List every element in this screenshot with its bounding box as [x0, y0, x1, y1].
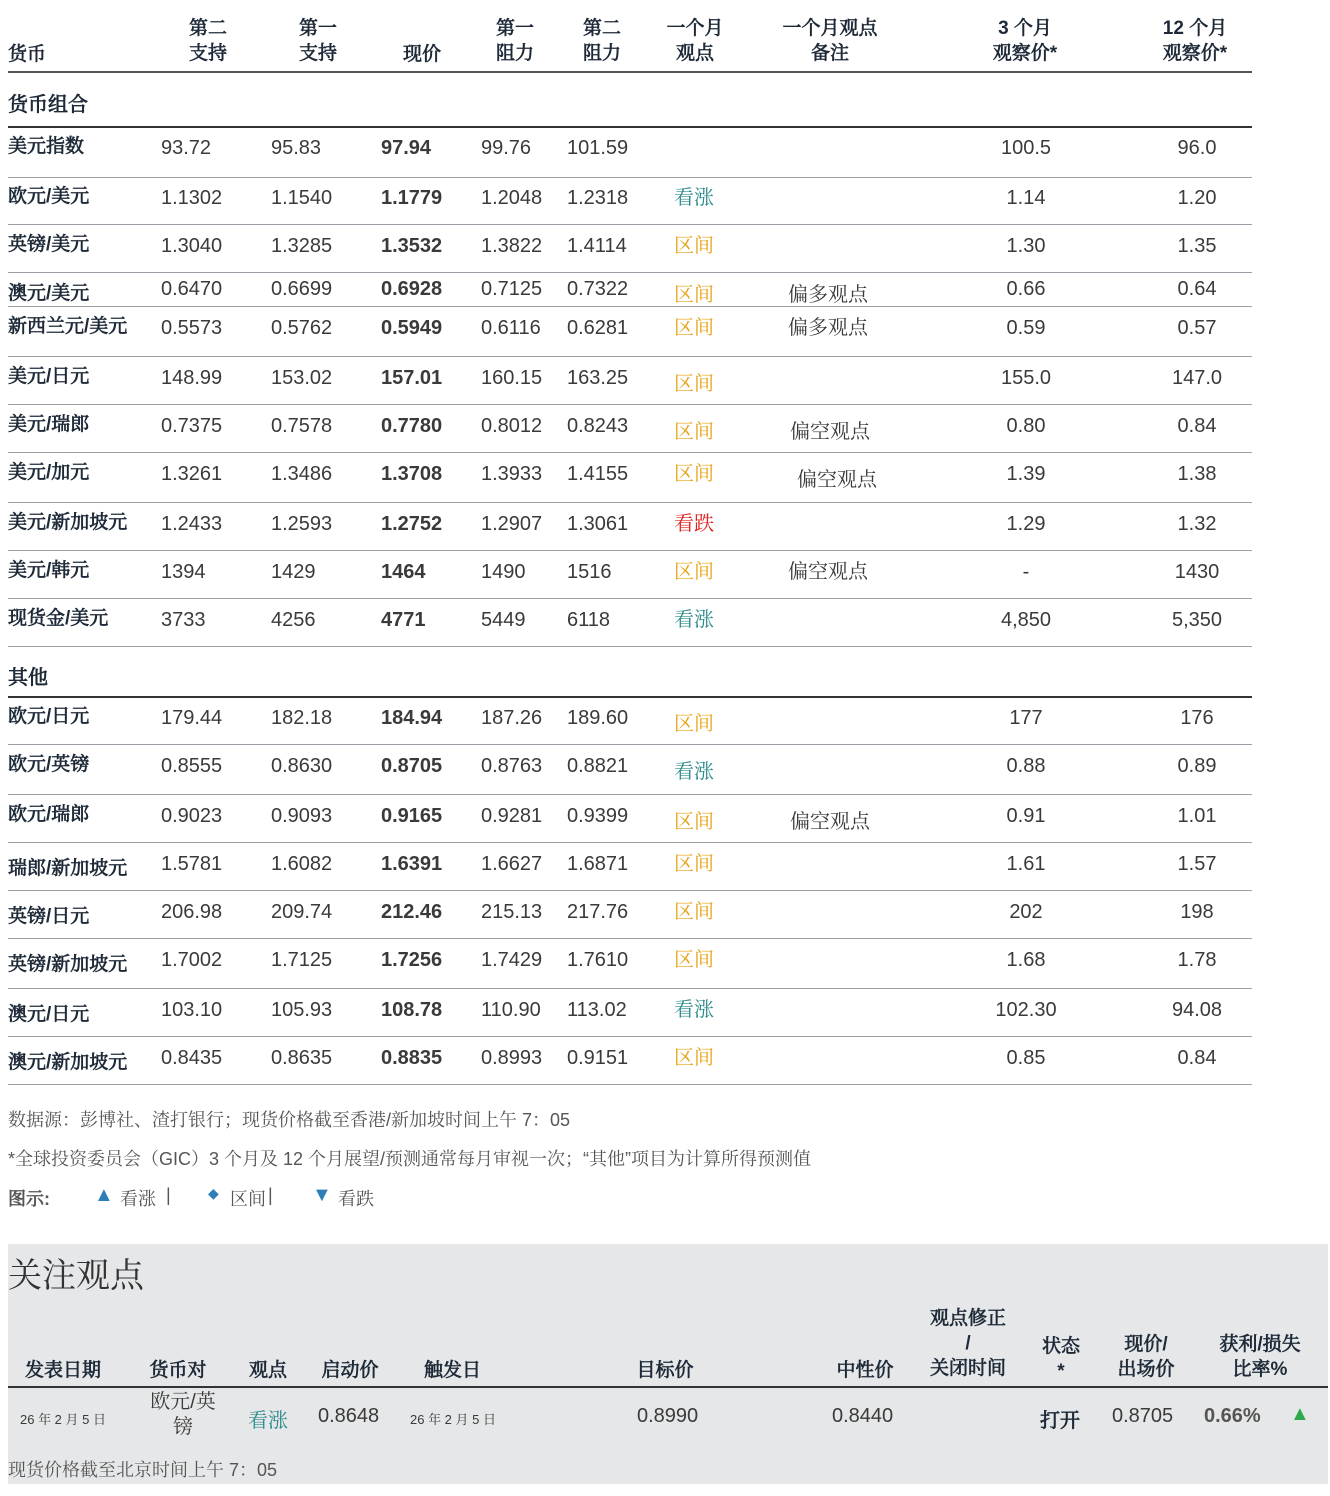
row-3m: 1.68 [1006, 949, 1046, 971]
row-spot: 1.2752 [381, 513, 443, 535]
header-r1: 第一 阻力 [495, 18, 534, 64]
row-support-1: 1.3285 [271, 235, 333, 257]
table-row [0, 513, 1330, 543]
row-support-2: 1.3261 [161, 463, 223, 485]
row-12m: 147.0 [1171, 367, 1223, 389]
row-resistance-1: 187.26 [481, 707, 543, 729]
row-pair: 英镑/美元 [8, 234, 90, 255]
row-divider [8, 646, 1252, 647]
section-divider [8, 696, 1252, 698]
table-row [0, 187, 1330, 217]
row-3m: 1.39 [1006, 463, 1046, 485]
table-row [0, 1047, 1330, 1077]
row-note: 偏空观点 [790, 421, 870, 443]
row-resistance-2: 1516 [567, 561, 612, 583]
row-support-1: 0.7578 [271, 415, 333, 437]
table-row [0, 999, 1330, 1029]
row-12m: 1.38 [1177, 463, 1217, 485]
row-spot: 1.3532 [381, 235, 443, 257]
row-support-1: 1.2593 [271, 513, 333, 535]
row-divider [8, 842, 1252, 843]
row-pair: 美元/日元 [8, 366, 90, 387]
row-resistance-1: 0.8012 [481, 415, 543, 437]
table-row [0, 901, 1330, 931]
row-spot: 0.6928 [381, 278, 443, 300]
table-row [0, 755, 1330, 785]
row-support-2: 93.72 [161, 137, 212, 159]
row-pair: 美元/韩元 [8, 560, 90, 581]
row-12m: 1.57 [1177, 853, 1217, 875]
row-support-2: 1394 [161, 561, 206, 583]
row-view: 区间 [674, 235, 714, 257]
row-resistance-2: 1.3061 [567, 513, 629, 535]
row-support-2: 0.5573 [161, 317, 223, 339]
row-3m: 4,850 [1000, 609, 1052, 631]
row-3m: 0.66 [1006, 278, 1046, 300]
table-row [0, 853, 1330, 883]
row-resistance-1: 0.6116 [481, 317, 541, 339]
row-12m: 176 [1180, 707, 1214, 729]
row-resistance-2: 6118 [567, 609, 611, 631]
header-m3: 3 个月 观察价* [992, 18, 1058, 64]
row-view: 区间 [674, 901, 714, 923]
row-note: 偏空观点 [788, 561, 868, 583]
row-pair: 澳元/新加坡元 [8, 1052, 128, 1073]
header-r2: 第二 阻力 [582, 18, 621, 64]
row-spot: 97.94 [381, 137, 432, 159]
row-12m: 96.0 [1177, 137, 1217, 159]
row-pair: 澳元/美元 [8, 283, 90, 304]
row-spot: 1.1779 [381, 187, 443, 209]
row-divider [8, 177, 1252, 178]
row-resistance-1: 1490 [481, 561, 526, 583]
row-divider [8, 502, 1252, 503]
table-row [0, 463, 1330, 493]
row-resistance-2: 1.6871 [567, 853, 629, 875]
row-resistance-1: 1.7429 [481, 949, 543, 971]
row-divider [8, 224, 1252, 225]
row-support-1: 153.02 [271, 367, 333, 389]
row-resistance-1: 160.15 [481, 367, 543, 389]
row-support-1: 4256 [271, 609, 316, 631]
table-row [0, 278, 1330, 308]
focus-view: 看涨 [248, 1410, 288, 1432]
row-support-2: 148.99 [161, 367, 223, 389]
row-resistance-2: 0.8243 [567, 415, 629, 437]
focus-header-neutral: 中性价 [836, 1360, 894, 1381]
row-pair: 欧元/英镑 [8, 754, 90, 775]
focus-header-exit: 现价/ 出场价 [1117, 1334, 1175, 1380]
focus-pnl: 0.66% [1204, 1405, 1261, 1427]
section-title: 其他 [8, 667, 48, 689]
row-12m: 5,350 [1171, 609, 1223, 631]
row-pair: 欧元/美元 [8, 186, 90, 207]
row-support-1: 209.74 [271, 901, 333, 923]
row-support-1: 1429 [271, 561, 316, 583]
table-row [0, 235, 1330, 265]
row-12m: 1.35 [1177, 235, 1217, 257]
row-3m: - [1022, 561, 1030, 583]
row-view: 区间 [674, 853, 714, 875]
row-view: 区间 [674, 811, 714, 833]
row-resistance-1: 1.3822 [481, 235, 543, 257]
row-12m: 1.78 [1177, 949, 1217, 971]
row-support-1: 0.8630 [271, 755, 333, 777]
row-divider [8, 452, 1252, 453]
row-view: 看涨 [674, 609, 714, 631]
row-resistance-2: 0.8821 [567, 755, 629, 777]
row-pair: 欧元/日元 [8, 706, 90, 727]
row-support-2: 1.1302 [161, 187, 223, 209]
row-note: 偏多观点 [788, 284, 868, 306]
focus-header-date: 发表日期 [24, 1360, 101, 1381]
row-view: 区间 [674, 317, 714, 339]
row-resistance-2: 1.4155 [567, 463, 629, 485]
legend-range: 区间 [230, 1189, 266, 1209]
header-view: 一个月 观点 [666, 18, 724, 64]
row-resistance-1: 0.8993 [481, 1047, 543, 1069]
row-view: 区间 [674, 1047, 714, 1069]
row-note: 偏空观点 [790, 811, 870, 833]
row-note: 偏空观点 [797, 469, 877, 491]
row-support-2: 0.8435 [161, 1047, 223, 1069]
row-divider [8, 404, 1252, 405]
row-resistance-1: 0.8763 [481, 755, 543, 777]
legend-bear: 看跌 [338, 1189, 374, 1209]
row-12m: 1.01 [1177, 805, 1217, 827]
row-spot: 1.3708 [381, 463, 443, 485]
row-spot: 4771 [381, 609, 426, 631]
row-resistance-1: 0.9281 [481, 805, 543, 827]
row-resistance-2: 1.4114 [567, 235, 627, 257]
row-spot: 0.8705 [381, 755, 443, 777]
row-3m: 1.61 [1006, 853, 1046, 875]
row-support-1: 0.6699 [271, 278, 333, 300]
row-support-1: 1.1540 [271, 187, 333, 209]
row-resistance-1: 1.2048 [481, 187, 543, 209]
focus-date: 26 年 2 月 5 日 [20, 1412, 106, 1427]
row-support-1: 105.93 [271, 999, 333, 1021]
gic-note: *全球投资委员会（GIC）3 个月及 12 个月展望/预测通常每月审视一次；“其他”项目为计算所得预测值 [8, 1149, 812, 1169]
row-12m: 0.89 [1177, 755, 1217, 777]
row-resistance-2: 0.9399 [567, 805, 629, 827]
row-support-1: 1.3486 [271, 463, 333, 485]
row-resistance-1: 1.2907 [481, 513, 543, 535]
row-support-2: 3733 [161, 609, 206, 631]
row-resistance-2: 101.59 [567, 137, 629, 159]
row-3m: 177 [1009, 707, 1043, 729]
row-12m: 0.57 [1177, 317, 1217, 339]
row-spot: 1.6391 [381, 853, 443, 875]
row-divider [8, 890, 1252, 891]
table-row [0, 415, 1330, 445]
row-divider [8, 744, 1252, 745]
row-support-2: 1.7002 [161, 949, 223, 971]
table-row [0, 949, 1330, 979]
row-spot: 108.78 [381, 999, 443, 1021]
table-row [0, 561, 1330, 591]
row-view: 看跌 [674, 513, 714, 535]
row-resistance-2: 0.6281 [567, 317, 629, 339]
row-resistance-2: 0.9151 [567, 1047, 629, 1069]
row-resistance-2: 1.2318 [567, 187, 629, 209]
focus-header-entry: 启动价 [321, 1360, 379, 1381]
focus-status: 打开 [1040, 1410, 1080, 1432]
row-pair: 瑞郎/新加坡元 [8, 858, 128, 879]
range-diamond-icon: ◆ [208, 1185, 219, 1201]
row-support-2: 0.8555 [161, 755, 223, 777]
row-divider [8, 272, 1252, 273]
focus-title: 关注观点 [8, 1257, 144, 1295]
row-resistance-1: 215.13 [481, 901, 543, 923]
row-support-1: 0.9093 [271, 805, 333, 827]
row-resistance-1: 110.90 [481, 999, 541, 1021]
row-3m: 0.88 [1006, 755, 1046, 777]
focus-header-revise: 观点修正 / 关闭时间 [929, 1308, 1006, 1379]
focus-header-pnl: 获利/损失 比率% [1219, 1334, 1301, 1380]
row-divider [8, 1084, 1252, 1085]
table-row [0, 609, 1330, 639]
row-spot: 0.7780 [381, 415, 443, 437]
row-3m: 100.5 [1000, 137, 1052, 159]
row-pair: 美元指数 [8, 136, 85, 157]
focus-header-divider [8, 1386, 1328, 1388]
row-pair: 现货金/美元 [8, 608, 109, 629]
row-pair: 美元/新加坡元 [8, 512, 128, 533]
row-support-2: 0.9023 [161, 805, 223, 827]
row-pair: 英镑/日元 [8, 906, 90, 927]
table-row [0, 805, 1330, 835]
row-support-2: 0.6470 [161, 278, 223, 300]
row-12m: 94.08 [1171, 999, 1223, 1021]
row-resistance-2: 189.60 [567, 707, 629, 729]
row-3m: 1.14 [1006, 187, 1046, 209]
section-divider [8, 126, 1252, 128]
row-pair: 美元/瑞郎 [8, 414, 90, 435]
row-divider [8, 938, 1252, 939]
row-3m: 0.59 [1006, 317, 1046, 339]
row-support-2: 103.10 [161, 999, 223, 1021]
row-support-2: 206.98 [161, 901, 223, 923]
row-divider [8, 356, 1252, 357]
header-s1: 第一 支持 [298, 18, 337, 64]
focus-header-status: 状态 * [1041, 1336, 1080, 1382]
focus-header-trigger: 触发日 [423, 1360, 481, 1381]
focus-note: 现货价格截至北京时间上午 7：05 [8, 1460, 278, 1480]
section-title: 货币组合 [8, 94, 88, 116]
bull-triangle-icon: ▲ [94, 1184, 114, 1206]
row-pair: 欧元/瑞郎 [8, 804, 90, 825]
row-resistance-2: 0.7322 [567, 278, 629, 300]
focus-trigger: 26 年 2 月 5 日 [410, 1412, 496, 1427]
row-12m: 0.84 [1177, 415, 1217, 437]
row-divider [8, 794, 1252, 795]
legend-label: 图示: [8, 1189, 50, 1209]
row-support-1: 1.6082 [271, 853, 333, 875]
row-3m: 1.29 [1006, 513, 1046, 535]
row-divider [8, 1036, 1252, 1037]
focus-header-pair: 货币对 [149, 1360, 207, 1381]
row-support-1: 0.8635 [271, 1047, 333, 1069]
row-resistance-2: 217.76 [567, 901, 629, 923]
row-spot: 0.5949 [381, 317, 443, 339]
row-support-1: 182.18 [271, 707, 333, 729]
source-note: 数据源：彭博社、渣打银行；现货价格截至香港/新加坡时间上午 7：05 [8, 1110, 571, 1130]
focus-pair: 欧元/英 镑 [150, 1391, 216, 1438]
row-12m: 1.20 [1177, 187, 1217, 209]
row-support-1: 1.7125 [271, 949, 333, 971]
row-resistance-1: 1.6627 [481, 853, 543, 875]
row-spot: 212.46 [381, 901, 443, 923]
row-3m: 1.30 [1006, 235, 1046, 257]
row-support-1: 0.5762 [271, 317, 333, 339]
row-spot: 157.01 [381, 367, 443, 389]
table-row [0, 367, 1330, 397]
row-divider [8, 598, 1252, 599]
focus-header-view: 观点 [248, 1360, 287, 1381]
up-arrow-icon: ▲ [1290, 1403, 1310, 1425]
row-3m: 0.91 [1006, 805, 1046, 827]
table-row [0, 707, 1330, 737]
row-support-1: 95.83 [271, 137, 322, 159]
row-resistance-2: 163.25 [567, 367, 629, 389]
row-pair: 英镑/新加坡元 [8, 954, 128, 975]
focus-neutral: 0.8440 [832, 1405, 894, 1427]
row-spot: 1.7256 [381, 949, 443, 971]
focus-entry: 0.8648 [318, 1405, 380, 1427]
row-resistance-1: 0.7125 [481, 278, 543, 300]
row-divider [8, 988, 1252, 989]
header-currency: 货币 [8, 44, 47, 65]
row-support-2: 1.5781 [161, 853, 223, 875]
header-m12: 12 个月 观察价* [1162, 18, 1228, 64]
row-note: 偏多观点 [788, 317, 868, 339]
row-12m: 198 [1180, 901, 1214, 923]
header-note: 一个月观点 备注 [782, 18, 878, 64]
row-3m: 202 [1009, 901, 1043, 923]
row-resistance-1: 99.76 [481, 137, 532, 159]
row-12m: 1.32 [1177, 513, 1217, 535]
row-view: 区间 [674, 463, 714, 485]
row-pair: 澳元/日元 [8, 1004, 90, 1025]
row-view: 区间 [674, 713, 714, 735]
row-spot: 0.9165 [381, 805, 443, 827]
row-spot: 1464 [381, 561, 426, 583]
row-view: 看涨 [674, 761, 714, 783]
table-row [0, 317, 1330, 347]
legend [8, 1185, 608, 1211]
row-view: 区间 [674, 949, 714, 971]
row-12m: 0.84 [1177, 1047, 1217, 1069]
header-s2: 第二 支持 [188, 18, 227, 64]
row-resistance-2: 1.7610 [567, 949, 629, 971]
row-support-2: 1.2433 [161, 513, 223, 535]
row-spot: 0.8835 [381, 1047, 443, 1069]
row-view: 区间 [674, 561, 714, 583]
legend-sep: | [268, 1185, 273, 1205]
header-divider [8, 71, 1252, 73]
focus-target: 0.8990 [637, 1405, 699, 1427]
row-12m: 0.64 [1177, 278, 1217, 300]
row-3m: 155.0 [1000, 367, 1052, 389]
bear-triangle-icon: ▼ [312, 1184, 332, 1206]
row-spot: 184.94 [381, 707, 443, 729]
row-view: 区间 [674, 284, 714, 306]
row-3m: 0.80 [1006, 415, 1046, 437]
row-view: 区间 [674, 421, 714, 443]
row-divider [8, 306, 1252, 307]
row-resistance-2: 113.02 [567, 999, 627, 1021]
row-pair: 美元/加元 [8, 462, 90, 483]
row-resistance-1: 1.3933 [481, 463, 543, 485]
row-support-2: 179.44 [161, 707, 223, 729]
legend-bull: 看涨 [120, 1189, 156, 1209]
row-resistance-1: 5449 [481, 609, 526, 631]
row-3m: 0.85 [1006, 1047, 1046, 1069]
row-support-2: 1.3040 [161, 235, 223, 257]
legend-sep: | [166, 1185, 171, 1205]
focus-exit: 0.8705 [1112, 1405, 1174, 1427]
row-pair: 新西兰元/美元 [8, 316, 128, 337]
row-12m: 1430 [1174, 561, 1220, 583]
focus-header-target: 目标价 [636, 1360, 694, 1381]
row-view: 区间 [674, 373, 714, 395]
row-3m: 102.30 [995, 999, 1057, 1021]
row-divider [8, 550, 1252, 551]
table-row [0, 137, 1330, 167]
row-view: 看涨 [674, 187, 714, 209]
row-support-2: 0.7375 [161, 415, 223, 437]
header-spot: 现价 [402, 44, 441, 65]
row-view: 看涨 [674, 999, 714, 1021]
